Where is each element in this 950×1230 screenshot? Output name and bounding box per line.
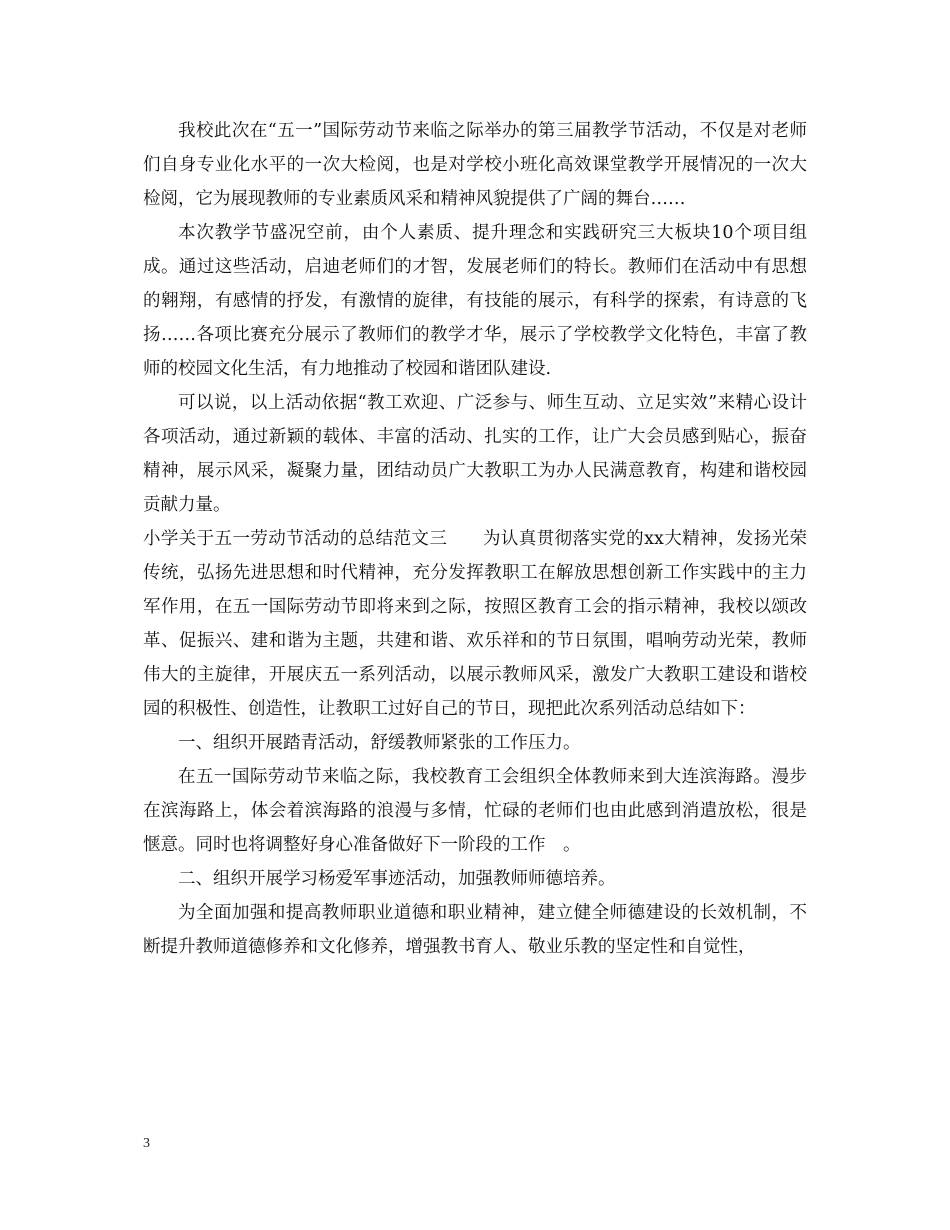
paragraph-sample-three: 小学关于五一劳动节活动的总结范文三 为认真贯彻落实党的xx大精神，发扬光荣传统，弘扬先进思想和时代精神，充分发挥教职工在解放思想创新工作实践中的主力军作用，在五一国际劳动节即将来到之际，按照区教育工会的指示精神，我校以颂改革、促振兴、建和谐为主题，共建和谐、欢乐祥和的节日氛围，唱响劳动光荣，教师伟大的主旋律，开展庆五一系列活动，以展示教师风采，激发广大教职工建设和谐校园的积极性、创造性，让教职工过好自己的节日，现把此次系列活动总结如下：: [143, 529, 807, 719]
paragraph-ethics: 为全面加强和提高教师职业道德和职业精神，建立健全师德建设的长效机制，不断提升教师道德修养和文化修养，增强教书育人、敬业乐教的坚定性和自觉性，: [143, 903, 807, 957]
paragraph-teaching-festival: 本次教学节盛况空前，由个人素质、提升理念和实践研究三大板块10个项目组成。通过这些活动，启迪老师们的才智，发展老师们的特长。教师们在活动中有思想的翱翔，有感情的抒发，有激情的旋律，有技能的展示，有科学的探索，有诗意的飞扬……各项比赛充分展示了教师们的教学才华，展示了学校教学文化特色，丰富了教师的校园文化生活，有力地推动了校园和谐团队建设.: [143, 223, 807, 379]
section-heading-outing: 一、组织开展踏青活动，舒缓教师紧张的工作压力。: [178, 733, 581, 753]
document-body: [143, 114, 807, 964]
paragraph-outing: 在五一国际劳动节来临之际，我校教育工会组织全体教师来到大连滨海路。漫步在滨海路上，体会着滨海路的浪漫与多情，忙碌的老师们也由此感到消遣放松，很是惬意。同时也将调整好身心准备做好下一阶段的工作 。: [143, 767, 807, 855]
section-heading-ethics: 二、组织开展学习杨爱军事迹活动，加强教师师德培养。: [178, 869, 616, 889]
paragraph-intro: 我校此次在“五一”国际劳动节来临之际举办的第三届教学节活动，不仅是对老师们自身专业化水平的一次大检阅，也是对学校小班化高效课堂教学开展情况的一次大检阅，它为展现教师的专业素质风采和精神风貌提供了广阔的舞台……: [143, 121, 807, 209]
page-number: 3: [143, 1136, 150, 1151]
paragraph-summary: 可以说，以上活动依据“教工欢迎、广泛参与、师生互动、立足实效”来精心设计各项活动，通过新颖的载体、丰富的活动、扎实的工作，让广大会员感到贴心，振奋精神，展示风采，凝聚力量，团结动员广大教职工为办人民满意教育，构建和谐校园贡献力量。: [143, 393, 807, 515]
